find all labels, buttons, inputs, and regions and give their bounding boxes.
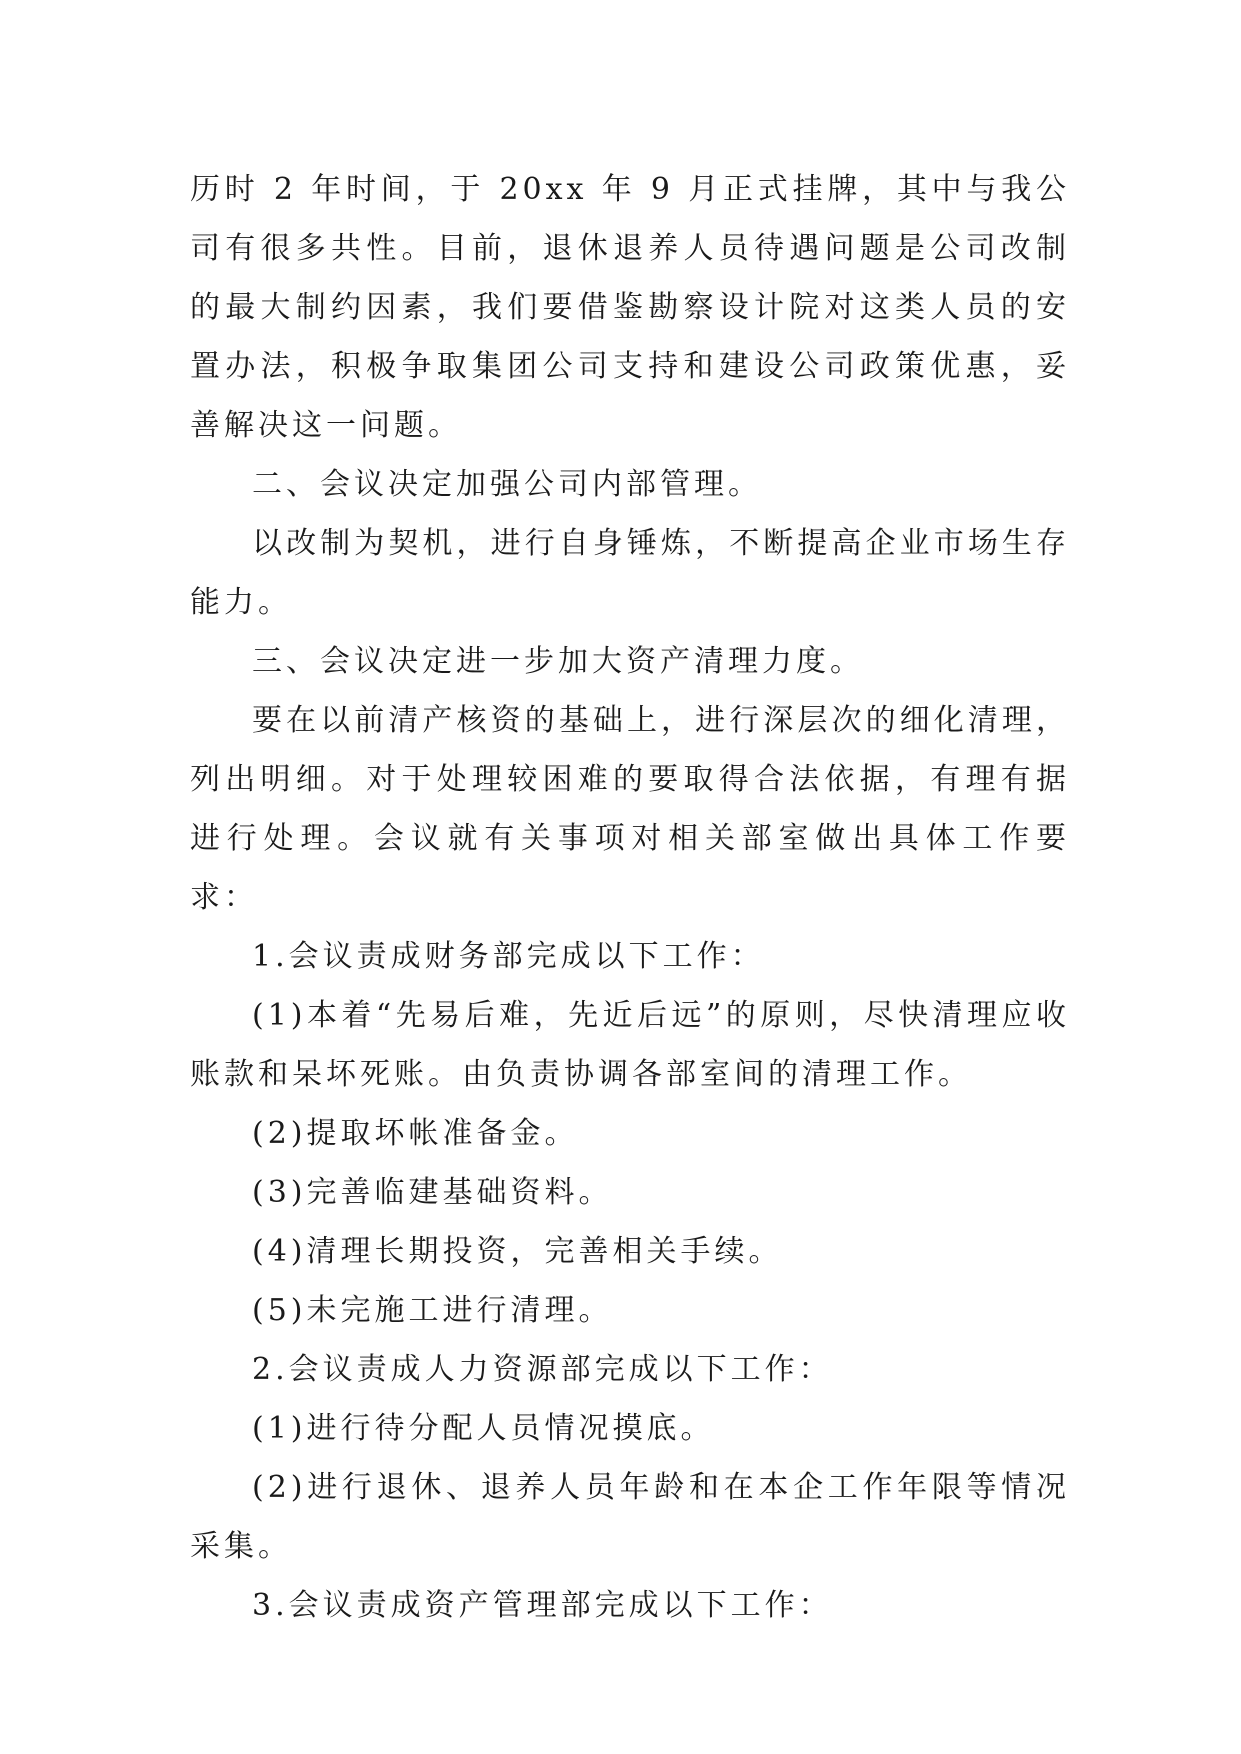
list-item: (1)本着“先易后难，先近后远”的原则，尽快清理应收账款和呆坏死账。由负责协调各部室间的清理工作。 (190, 998, 1070, 1092)
paragraph: 要在以前清产核资的基础上，进行深层次的细化清理，列出明细。对于处理较困难的要取得合法依据，有理有据进行处理。会议就有关事项对相关部室做出具体工作要求： (190, 703, 1070, 915)
list-item: (2)提取坏帐准备金。 (252, 1116, 579, 1151)
document-page (190, 160, 1070, 1635)
list-heading-hr: 2.会议责成人力资源部完成以下工作： (252, 1352, 833, 1387)
list-item: (1)进行待分配人员情况摸底。 (252, 1411, 715, 1446)
list-item: (2)进行退休、退养人员年龄和在本企工作年限等情况采集。 (190, 1470, 1070, 1564)
section-heading-2: 二、会议决定加强公司内部管理。 (252, 467, 762, 502)
list-heading-finance: 1.会议责成财务部完成以下工作： (252, 939, 765, 974)
section-heading-3: 三、会议决定进一步加大资产清理力度。 (252, 644, 864, 679)
paragraph: 以改制为契机，进行自身锤炼，不断提高企业市场生存能力。 (190, 526, 1070, 620)
paragraph-continuation: 历时 2 年时间，于 20xx 年 9 月正式挂牌，其中与我公司有很多共性。目前，退休退养人员待遇问题是公司改制的最大制约因素，我们要借鉴勘察设计院对这类人员的安置办法，积极争取集团公司支持和建设公司政策优惠，妥善解决这一问题。 (190, 172, 1070, 443)
list-item: (4)清理长期投资，完善相关手续。 (252, 1234, 783, 1269)
list-heading-assets: 3.会议责成资产管理部完成以下工作： (252, 1588, 833, 1623)
list-item: (3)完善临建基础资料。 (252, 1175, 613, 1210)
list-item: (5)未完施工进行清理。 (252, 1293, 613, 1328)
